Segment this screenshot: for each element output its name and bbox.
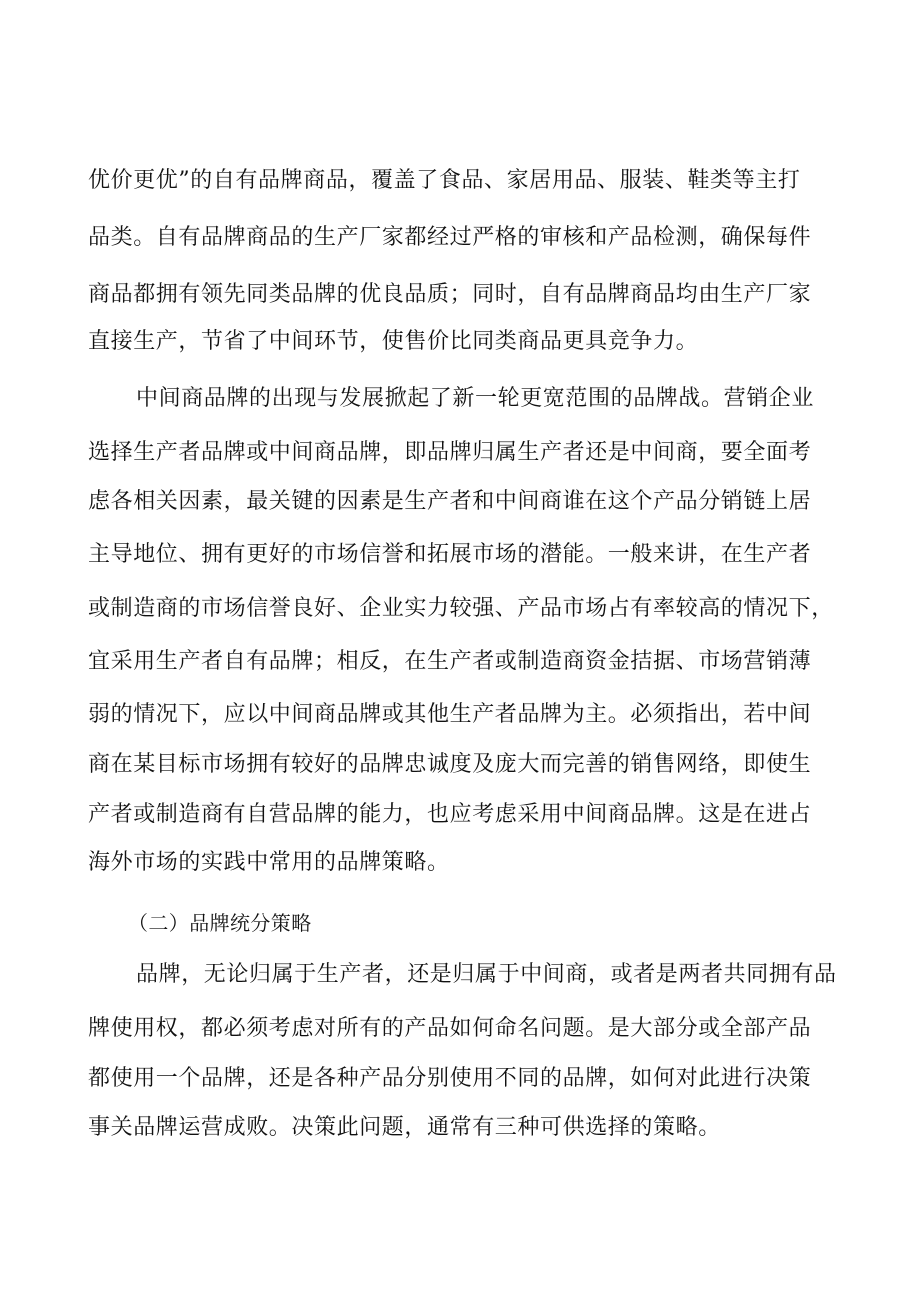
paragraph-1-line-2: 品类。自有品牌商品的生产厂家都经过严格的审核和产品检测，确保每件 — [88, 225, 812, 250]
paragraph-2-line-1: 中间商品牌的出现与发展掀起了新一轮更宽范围的品牌战。营销企业 — [136, 386, 815, 411]
paragraph-3-line-3: 都使用一个品牌，还是各种产品分别使用不同的品牌，如何对此进行决策 — [88, 1066, 812, 1091]
paragraph-2-line-3: 虑各相关因素，最关键的因素是生产者和中间商谁在这个产品分销链上居 — [88, 489, 812, 514]
paragraph-3-line-4: 事关品牌运营成败。决策此问题，通常有三种可供选择的策略。 — [88, 1115, 721, 1140]
paragraph-1-line-1: 优价更优”的自有品牌商品，覆盖了食品、家居用品、服装、鞋类等主打 — [88, 168, 801, 193]
paragraph-2-line-8: 商在某目标市场拥有较好的品牌忠诚度及庞大而完善的销售网络，即使生 — [88, 752, 812, 777]
paragraph-2-line-10: 海外市场的实践中常用的品牌策略。 — [88, 850, 450, 875]
paragraph-3-line-2: 牌使用权，都必须考虑对所有的产品如何命名问题。是大部分或全部产品 — [88, 1016, 812, 1041]
paragraph-2-line-4: 主导地位、拥有更好的市场信誉和拓展市场的潜能。一般来讲，在生产者 — [88, 542, 812, 567]
paragraph-1-line-3: 商品都拥有领先同类品牌的优良品质；同时，自有品牌商品均由生产厂家 — [88, 282, 812, 307]
paragraph-2-line-9: 产者或制造商有自营品牌的能力，也应考虑采用中间商品牌。这是在进占 — [88, 802, 812, 827]
section-heading: （二）品牌统分策略 — [128, 911, 312, 935]
paragraph-1-line-4: 直接生产，节省了中间环节，使售价比同类商品更具竞争力。 — [88, 329, 699, 354]
paragraph-2-line-2: 选择生产者品牌或中间商品牌，即品牌归属生产者还是中间商，要全面考 — [88, 440, 812, 465]
paragraph-2-line-5: 或制造商的市场信誉良好、企业实力较强、产品市场占有率较高的情况下， — [88, 596, 834, 621]
paragraph-2-line-7: 弱的情况下，应以中间商品牌或其他生产者品牌为主。必须指出，若中间 — [88, 702, 812, 727]
paragraph-3-line-1: 品牌，无论归属于生产者，还是归属于中间商，或者是两者共同拥有品 — [136, 962, 837, 987]
paragraph-2-line-6: 宜采用生产者自有品牌；相反，在生产者或制造商资金拮据、市场营销薄 — [88, 649, 812, 674]
